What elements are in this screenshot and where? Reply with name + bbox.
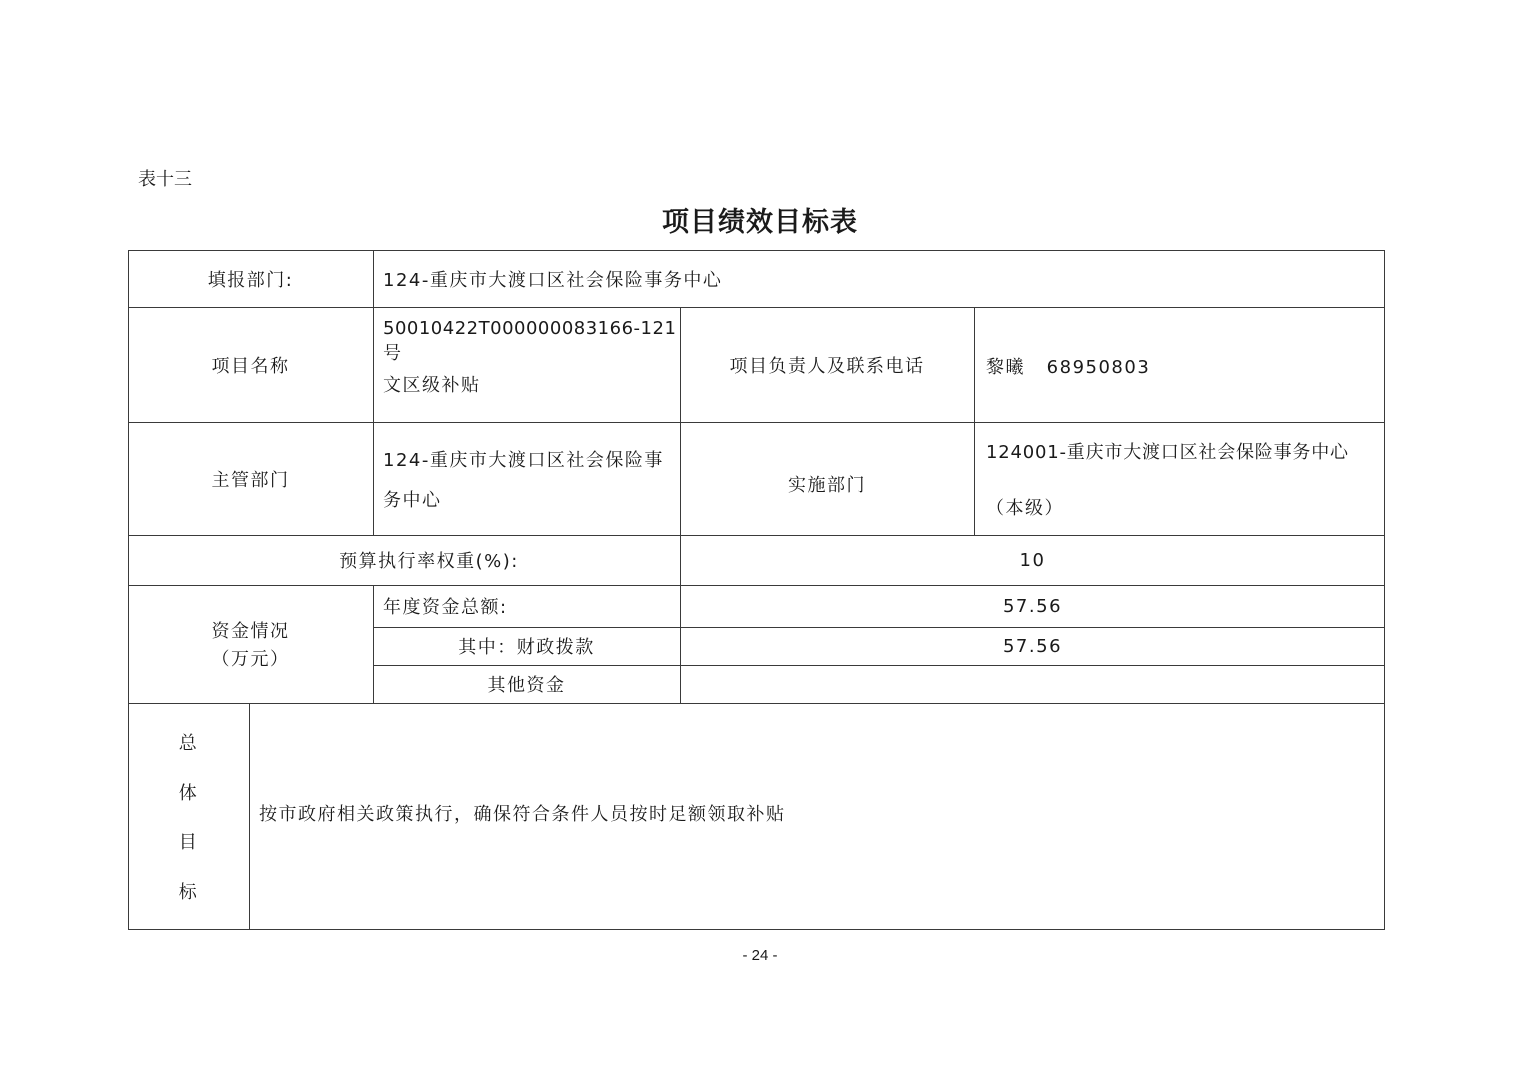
overall-goal-char: 体 [178, 782, 199, 804]
project-name-label: 项目名称 [211, 355, 290, 377]
page-number: - 24 - [742, 947, 778, 964]
document-title: 项目绩效目标表 [662, 207, 858, 238]
supervising-dept-label: 主管部门 [211, 469, 290, 491]
annual-total-label: 年度资金总额: [383, 597, 508, 618]
implementing-dept-label: 实施部门 [788, 474, 866, 496]
annual-total-value: 57.56 [1002, 595, 1063, 617]
fiscal-appropriation-label: 其中：财政拨款 [458, 637, 595, 658]
project-lead-label: 项目负责人及联系电话 [729, 355, 925, 377]
fiscal-appropriation-value: 57.56 [1002, 635, 1063, 657]
overall-goal-char: 目 [178, 832, 199, 854]
implementing-dept-line-1: 124001-重庆市大渡口区社会保险事务中心 [986, 441, 1349, 463]
budget-weight-label: 预算执行率权重(%): [339, 551, 519, 572]
overall-goal-char: 总 [178, 732, 199, 754]
supervising-dept-value [373, 422, 680, 535]
funding-label-line-2: （万元） [211, 649, 290, 670]
reporting-dept-label: 填报部门: [207, 269, 294, 291]
supervising-dept-line-1: 124-重庆市大渡口区社会保险事 [383, 449, 664, 471]
reporting-dept-value: 124-重庆市大渡口区社会保险事务中心 [383, 269, 723, 291]
overall-goal-label [128, 703, 249, 930]
implementing-dept-value [974, 422, 1385, 535]
budget-weight-value: 10 [1019, 549, 1046, 571]
supervising-dept-line-2: 务中心 [383, 489, 442, 511]
overall-goal-value: 按市政府相关政策执行，确保符合条件人员按时足额领取补贴 [259, 803, 786, 825]
table-number-label: 表十三 [138, 169, 192, 190]
project-lead-value: 黎曦 68950803 [986, 357, 1151, 378]
funding-label [128, 585, 373, 703]
project-name-line-2: 文区级补贴 [383, 375, 481, 396]
other-funds-label: 其他资金 [487, 675, 566, 696]
implementing-dept-line-2: （本级） [986, 497, 1064, 519]
project-name-value [373, 307, 680, 422]
funding-label-line-1: 资金情况 [211, 621, 290, 642]
overall-goal-char: 标 [178, 882, 199, 904]
other-funds-value [680, 665, 1385, 703]
project-name-line-1: 50010422T000000083166-121 号 [383, 318, 677, 364]
